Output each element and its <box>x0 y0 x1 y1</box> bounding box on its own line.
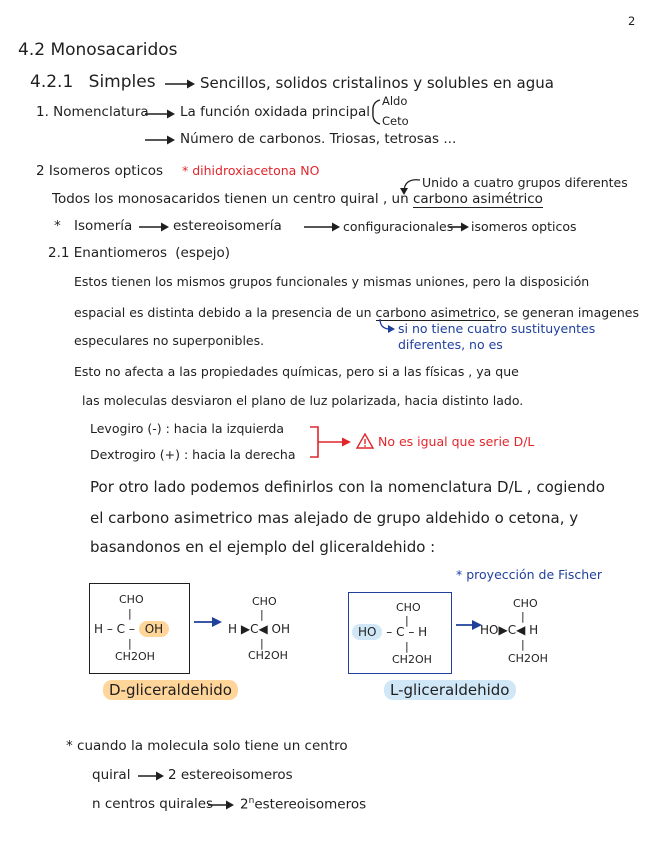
paragraph-3b: el carbono asimetrico mas alejado de grupo aldehido o cetona, y <box>90 509 579 527</box>
d2-bond: | <box>260 608 264 621</box>
footer-2n-estereoisomeros <box>240 796 366 813</box>
l-bond-bottom: | <box>405 640 409 653</box>
d2-bond-bottom: | <box>260 637 264 650</box>
carbono-asimetrico-term-2: carbono asimetrico <box>375 305 496 320</box>
d-oh: OH <box>139 621 169 637</box>
section-number: 4.2 <box>18 40 46 60</box>
subsection-number: 4.2.1 <box>30 72 74 92</box>
l-center-row: HO – C – H <box>352 625 427 639</box>
asterisk-bullet: * <box>54 218 61 234</box>
paragraph-1a: Estos tienen los mismos grupos funcionales y mismas uniones, pero la disposición <box>74 274 590 289</box>
dextrogiro-line: Dextrogiro (+) : hacia la derecha <box>90 447 296 462</box>
todos-text: Todos los monosacaridos tienen un centro quiral , un <box>52 191 409 207</box>
footer-quiral: quiral <box>92 767 131 783</box>
subsection-description: Sencillos, solidos cristalinos y solubles en agua <box>200 74 554 92</box>
curved-arrow-icon <box>376 317 396 337</box>
fischer-note: * proyección de Fischer <box>456 567 603 582</box>
d2-center-row: H ▶C◀ OH <box>228 622 291 636</box>
d2-h: H <box>228 622 238 636</box>
section-title: Monosacaridos <box>50 40 178 60</box>
arrow-icon <box>302 221 342 233</box>
footer-base: 2 <box>240 796 249 813</box>
todos-line <box>52 191 543 207</box>
d-c: C <box>116 622 126 636</box>
paragraph-1c: especulares no superponibles. <box>74 333 265 348</box>
nomenclatura-line1: La función oxidada principal <box>180 104 370 120</box>
paragraph-3a: Por otro lado podemos definirlos con la nomenclatura D/L , cogiendo <box>90 478 605 496</box>
enantiomeros-title: 2.1 Enantiomeros <box>48 245 167 261</box>
dihidroxiacetona-note: * dihidroxiacetona NO <box>182 163 320 178</box>
d-gliceraldehido-label: D-gliceraldehido <box>103 680 238 700</box>
aldo-label: Aldo <box>382 94 408 108</box>
l-c: C <box>396 625 405 639</box>
footer-2-estereoisomeros: 2 estereoisomeros <box>168 767 293 783</box>
arrow-icon <box>137 221 171 233</box>
d-bond-bottom: | <box>128 637 132 650</box>
d-h: H <box>94 622 104 636</box>
arrow-icon <box>206 799 236 811</box>
d2-oh: OH <box>271 622 291 636</box>
d-cho: CHO <box>119 593 144 606</box>
blue-note-1: si no tiene cuatro sustituyentes <box>398 321 596 336</box>
l-bond-top: | <box>405 614 409 627</box>
paragraph-2a: Esto no afecta a las propiedades químicas, pero si a las físicas , ya que <box>74 364 519 379</box>
subsection-title: Simples <box>88 72 156 92</box>
warning-icon <box>356 433 374 449</box>
l-h: H <box>418 625 428 639</box>
l2-center-row: HO▶C◀ H <box>480 623 539 637</box>
arrow-icon <box>143 134 177 146</box>
footer-n-centros: n centros quirales <box>92 796 214 812</box>
carbono-asimetrico-term: carbono asimétrico <box>412 191 543 207</box>
arrow-icon <box>163 78 197 90</box>
l2-h: H <box>529 623 539 637</box>
paragraph-1b-pre: espacial es distinta debido a la presencia de un <box>74 305 372 320</box>
l-cho: CHO <box>396 601 421 614</box>
bracket-arrow-icon <box>308 424 354 460</box>
l-ch2oh: CH2OH <box>392 653 432 666</box>
footer-estereoisomeros: estereoisomeros <box>254 796 367 813</box>
l2-bond: | <box>521 610 525 623</box>
d2-ch2oh: CH2OH <box>248 649 288 662</box>
d-bond-top: | <box>128 607 132 620</box>
d2-cho: CHO <box>252 595 277 608</box>
espejo-label: (espejo) <box>175 245 231 261</box>
d-ch2oh: CH2OH <box>115 650 155 663</box>
isomeros-label: 2 Isomeros opticos <box>36 163 164 179</box>
ceto-label: Ceto <box>382 114 409 128</box>
subsection-heading <box>30 72 156 92</box>
d-center-row: H – C – OH <box>94 622 169 636</box>
warning-note: No es igual que serie D/L <box>378 434 535 449</box>
page-number: 2 <box>628 14 636 28</box>
arrow-icon <box>447 221 471 233</box>
footer-exponent: n <box>248 796 255 806</box>
nomenclatura-label: 1. Nomenclatura <box>36 104 149 120</box>
enantiomeros-label <box>48 245 230 261</box>
paragraph-1b <box>74 305 639 320</box>
arrow-icon <box>143 108 177 120</box>
blue-note-2: diferentes, no es <box>398 337 503 352</box>
arrow-icon <box>192 615 224 629</box>
l2-c: C <box>507 623 517 637</box>
l2-ch2oh: CH2OH <box>508 652 548 665</box>
l2-bond-bottom: | <box>521 638 525 651</box>
arrow-icon <box>136 770 166 782</box>
paragraph-3c: basandonos en el ejemplo del gliceraldehido : <box>90 538 436 556</box>
nomenclatura-line2: Número de carbonos. Triosas, tetrosas ... <box>180 131 457 147</box>
l-gliceraldehido-label: L-gliceraldehido <box>384 680 516 700</box>
configuracionales-label: configuracionales <box>343 219 454 234</box>
section-heading <box>18 40 178 60</box>
paragraph-1b-post: , se generan imagenes <box>495 305 639 320</box>
l2-cho: CHO <box>513 597 538 610</box>
d2-c: C <box>250 622 259 636</box>
l2-ho: HO <box>480 623 499 637</box>
isomeria-label: Isomería <box>74 218 133 234</box>
brace-icon <box>368 98 382 126</box>
unido-note: Unido a cuatro grupos diferentes <box>422 175 628 190</box>
l-ho: HO <box>352 624 382 640</box>
isomeros-opticos-label: isomeros opticos <box>471 219 577 234</box>
levogiro-line: Levogiro (-) : hacia la izquierda <box>90 421 285 436</box>
paragraph-2b: las moleculas desviaron el plano de luz polarizada, hacia distinto lado. <box>82 393 524 408</box>
estereoisomeria-label: estereoisomería <box>173 218 282 234</box>
footer-line1: * cuando la molecula solo tiene un centro <box>66 738 348 754</box>
